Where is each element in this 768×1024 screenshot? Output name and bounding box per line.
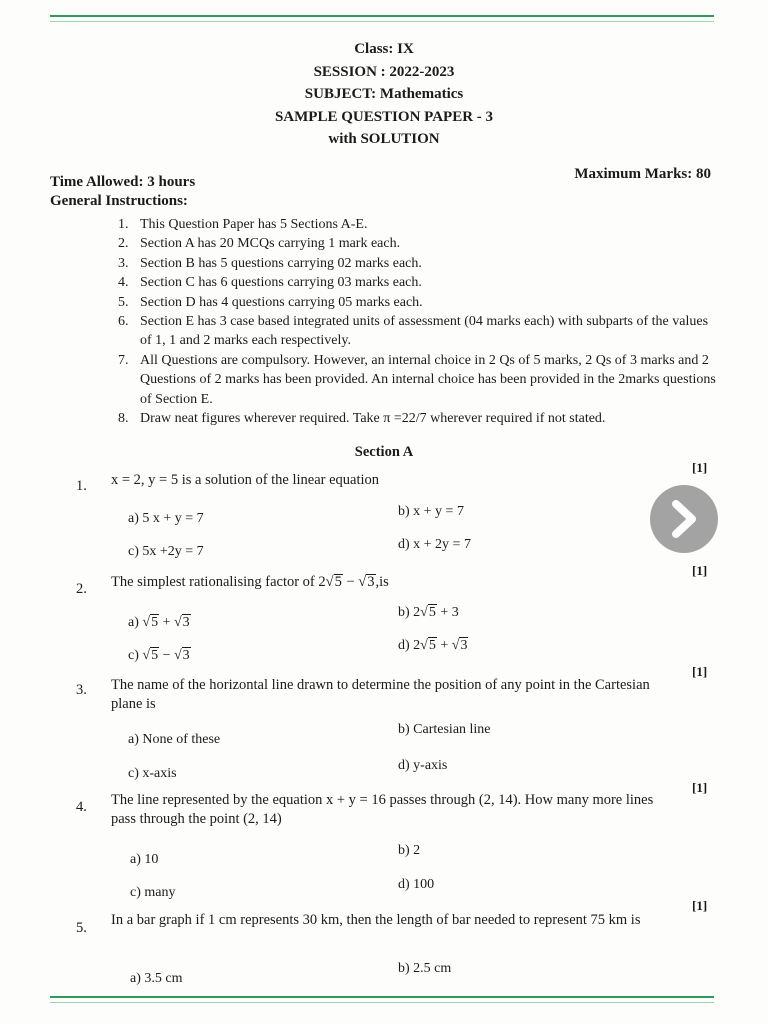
question-text: The name of the horizontal line drawn to determine the position of any point in the Cartesian plane is <box>111 677 650 712</box>
question-text: The simplest rationalising factor of 2√5 − √3,is <box>111 574 389 590</box>
option-b[interactable]: b) 2√5 + 3 <box>398 605 459 620</box>
option-a[interactable]: a) None of these <box>128 732 221 747</box>
question-mark: [1] <box>692 780 708 795</box>
question-number: 4. <box>76 799 87 815</box>
instruction-item: 1. This Question Paper has 5 Sections A-E. <box>118 217 368 232</box>
option-c[interactable]: c) 5x +2y = 7 <box>128 544 204 559</box>
question-number: 5. <box>76 920 87 936</box>
chevron-right-icon <box>667 499 701 539</box>
solution-line: with SOLUTION <box>328 131 440 147</box>
paper-title: SAMPLE QUESTION PAPER - 3 <box>274 108 494 125</box>
question-mark: [1] <box>692 664 708 679</box>
class-line: Class: IX <box>354 41 414 57</box>
option-a[interactable]: a) 5 x + y = 7 <box>128 511 204 526</box>
option-b[interactable]: b) x + y = 7 <box>398 504 464 519</box>
top-rule <box>50 15 714 17</box>
question-mark: [1] <box>692 460 708 475</box>
option-c[interactable]: c) x-axis <box>128 766 177 781</box>
option-c[interactable]: c) √5 − √3 <box>128 648 190 663</box>
instruction-item: 3. Section B has 5 questions carrying 02 marks each. <box>118 255 422 271</box>
instruction-item: 5. Section D has 4 questions carrying 05 marks each. <box>118 294 423 310</box>
question-text: x = 2, y = 5 is a solution of the linear equation <box>111 472 380 488</box>
instructions-list <box>118 215 718 428</box>
paper-header <box>0 38 768 151</box>
time-allowed: Time Allowed: 3 hours <box>50 174 196 190</box>
bottom-rule-thin <box>50 1002 714 1003</box>
option-a[interactable]: a) 3.5 cm <box>130 971 183 986</box>
option-b[interactable]: b) 2.5 cm <box>398 961 452 976</box>
instruction-item: 7. All Questions are compulsory. However, an internal choice in 2 Qs of 5 marks, 2 Qs of 3 marks and 2 Questions of 2 marks has been provided. An internal choice has been provided in the 2marks questions of Section E. <box>118 352 716 407</box>
instruction-item: 8. Draw neat figures wherever required. Take π =22/7 wherever required if not stated. <box>118 411 606 427</box>
question-number: 2. <box>76 581 87 597</box>
exam-meta <box>50 166 714 188</box>
option-a[interactable]: a) √5 + √3 <box>128 615 190 630</box>
section-a-title: Section A <box>354 444 414 460</box>
question-number: 1. <box>76 478 87 494</box>
option-d[interactable]: d) y-axis <box>398 758 448 773</box>
question-text: In a bar graph if 1 cm represents 30 km, then the length of bar needed to represent 75 km is <box>111 912 641 928</box>
question-mark: [1] <box>692 898 708 913</box>
maximum-marks: Maximum Marks: 80 <box>574 166 711 182</box>
question-text: The line represented by the equation x + y = 16 passes through (2, 14). How many more lines pass through the point (2, 14) <box>111 792 654 827</box>
subject-line: SUBJECT: Mathematics <box>304 86 464 102</box>
question-mark: [1] <box>692 563 708 578</box>
session-line: SESSION : 2022-2023 <box>313 63 455 80</box>
option-d[interactable]: d) 2√5 + √3 <box>398 638 468 653</box>
instruction-item: 4. Section C has 6 questions carrying 03 marks each. <box>118 275 422 291</box>
question-number: 3. <box>76 682 87 698</box>
option-a[interactable]: a) 10 <box>130 852 159 867</box>
option-d[interactable]: d) 100 <box>398 877 435 892</box>
top-rule-thin <box>50 21 714 22</box>
option-b[interactable]: b) Cartesian line <box>398 722 491 737</box>
next-page-button[interactable] <box>650 485 718 553</box>
instruction-item: 6. Section E has 3 case based integrated units of assessment (04 marks each) with subparts of the values of 1, 1 and 2 marks each respectively. <box>118 314 709 349</box>
general-instructions-title: General Instructions: <box>50 193 188 209</box>
option-b[interactable]: b) 2 <box>398 843 421 858</box>
option-c[interactable]: c) many <box>130 885 176 900</box>
option-d[interactable]: d) x + 2y = 7 <box>398 537 471 552</box>
bottom-rule <box>50 996 714 998</box>
instruction-item: 2. Section A has 20 MCQs carrying 1 mark each. <box>118 236 401 252</box>
